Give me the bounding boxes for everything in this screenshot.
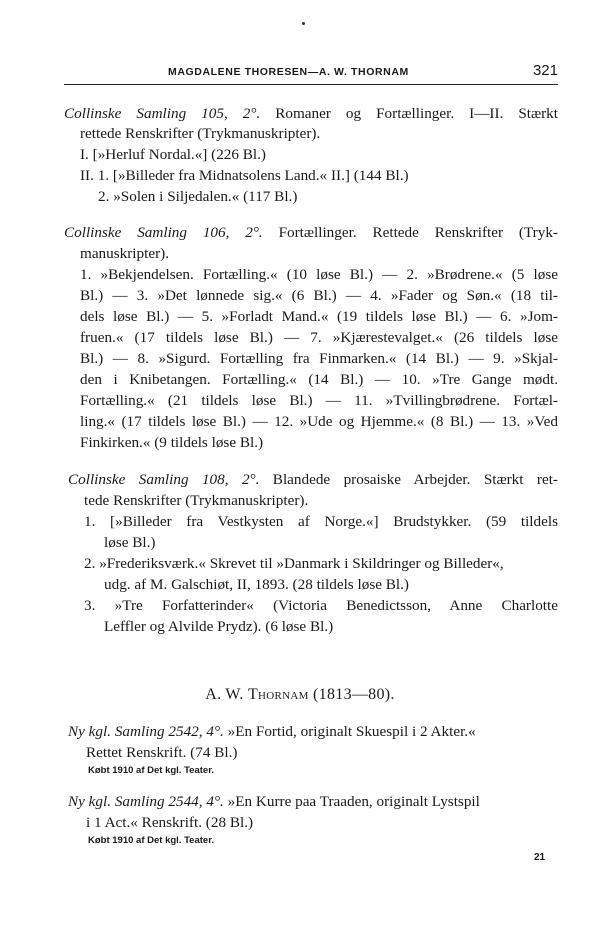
entry-108-line-2: tede Renskrifter (Trykmanuskripter). — [84, 492, 309, 509]
page-header — [64, 62, 558, 85]
entry-106-line-2: manuskripter). — [80, 245, 169, 262]
entry-108-line-5: 2. »Frederiksværk.« Skrevet til »Danmark i Skildringer og Billeder«, — [84, 555, 504, 572]
printer-signature: 21 — [534, 852, 546, 863]
entry-108-line-4: løse Bl.) — [104, 534, 156, 551]
entry-106-line-1: Collinske Samling 106, 2°. Fortællinger. Rettede Renskrifter (Tryk- — [64, 224, 558, 241]
entry-108-line-3: 1. [»Billeder fra Vestkysten af Norge.«] Brudstykker. (59 tildels — [84, 513, 558, 530]
entry-106-line-10: ling.« (17 tildels løse Bl.) — 12. »Ude og Hjemme.« (8 Bl.) — 13. »Ved — [80, 413, 558, 430]
print-mark — [302, 22, 305, 25]
entry-106-line-5: dels løse Bl.) — 5. »Forladt Mand.« (19 tildels løse Bl.) — 6. »Jom- — [80, 308, 558, 325]
entry-106-line-3: 1. »Bekjendelsen. Fortælling.« (10 løse Bl.) — 2. »Brødrene.« (5 løse — [80, 266, 558, 283]
entry-106-line-4: Bl.) — 3. »Det lønnede sig.« (6 Bl.) — 4. »Fader og Søn.« (18 til- — [80, 287, 558, 304]
entry-108-line-6: udg. af M. Galschiøt, II, 1893. (28 tildels løse Bl.) — [104, 576, 409, 593]
running-title: MAGDALENE THORESEN—A. W. THORNAM — [168, 66, 409, 78]
section-heading: A. W. Thornam (1813—80). — [205, 686, 395, 703]
entry-2544-line-2: i 1 Act.« Renskrift. (28 Bl.) — [86, 814, 254, 831]
entry-2542-provenance: Købt 1910 af Det kgl. Teater. — [88, 765, 215, 776]
entry-105-line-3: I. [»Herluf Nordal.«] (226 Bl.) — [80, 146, 266, 163]
entry-106-line-11: Finkirken.« (9 tildels løse Bl.) — [80, 434, 264, 451]
entry-105-line-1: Collinske Samling 105, 2°. Romaner og Fortællinger. I—II. Stærkt — [64, 105, 558, 122]
entry-2544-provenance: Købt 1910 af Det kgl. Teater. — [88, 835, 215, 846]
entry-108-line-7: 3. »Tre Forfatterinder« (Victoria Benedictsson, Anne Charlotte — [84, 597, 558, 614]
entry-2542-line-1: Ny kgl. Samling 2542, 4°. »En Fortid, originalt Skuespil i 2 Akter.« — [68, 723, 476, 740]
entry-105-line-5: 2. »Solen i Siljedalen.« (117 Bl.) — [98, 188, 298, 205]
entry-106-line-7: Bl.) — 8. »Sigurd. Fortælling fra Finmarken.« (14 Bl.) — 9. »Skjal- — [80, 350, 558, 367]
entry-108-line-8: Leffler og Alvilde Prydz). (6 løse Bl.) — [104, 618, 334, 635]
page-number: 321 — [532, 62, 558, 79]
entry-106-line-9: Fortælling.« (21 tildels løse Bl.) — 11. »Tvillingbrødrene. Fortæl- — [80, 392, 558, 409]
entry-108-line-1: Collinske Samling 108, 2°. Blandede prosaiske Arbejder. Stærkt ret- — [68, 471, 558, 488]
entry-106-line-8: den i Knibetangen. Fortælling.« (14 Bl.) — 10. »Tre Gange mødt. — [80, 371, 558, 388]
entry-105-line-2: rettede Renskrifter (Trykmanuskripter). — [80, 125, 321, 142]
entry-2544-line-1: Ny kgl. Samling 2544, 4°. »En Kurre paa Traaden, originalt Lystspil — [68, 793, 480, 810]
entry-2542-line-2: Rettet Renskrift. (74 Bl.) — [86, 744, 238, 761]
entry-105-line-4: II. 1. [»Billeder fra Midnatsolens Land.« II.] (144 Bl.) — [80, 167, 409, 184]
entry-106-line-6: fruen.« (17 tildels løse Bl.) — 7. »Kjærestevalget.« (26 tildels løse — [80, 329, 558, 346]
